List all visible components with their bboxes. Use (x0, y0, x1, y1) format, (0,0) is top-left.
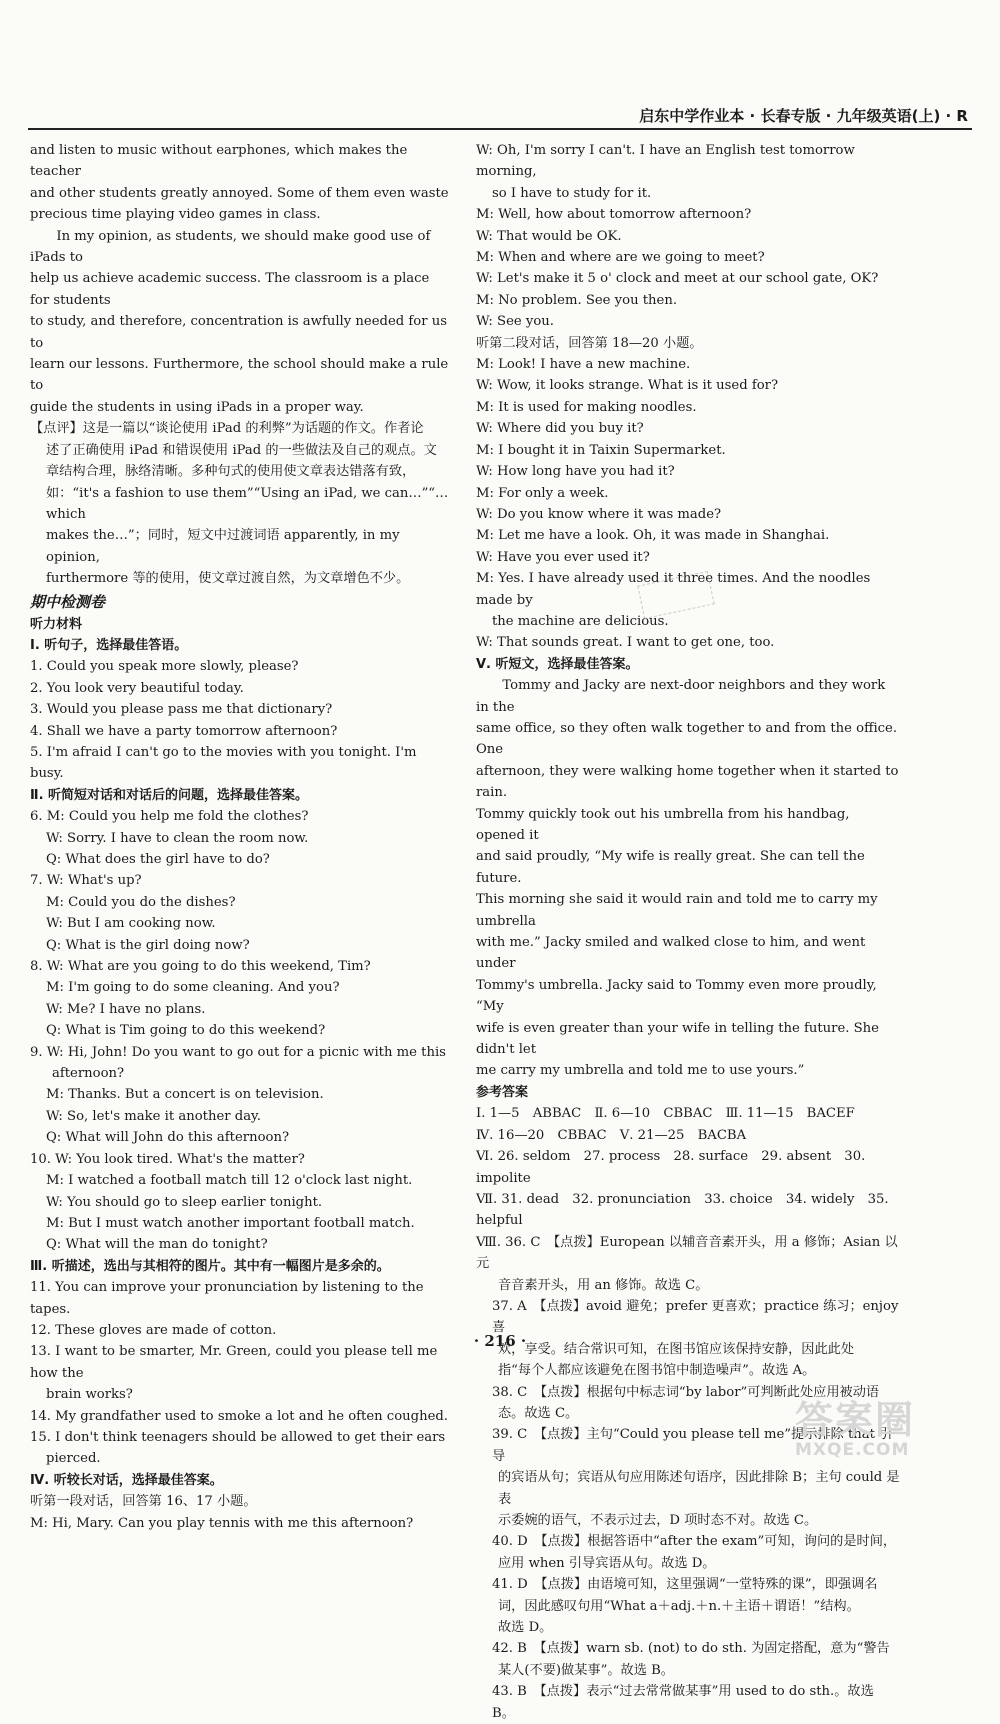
right-line: 听第二段对话，回答第 18—20 小题。 (476, 335, 703, 351)
left-line: 11. You can improve your pronunciation by listening to the tapes. (30, 1280, 424, 1317)
right-line: 词，因此感叹句用“What a＋adj.＋n.＋主语＋谓语！”结构。 (498, 1598, 860, 1614)
right-line: M: I bought it in Taixin Supermarket. (476, 442, 726, 458)
right-line: M: Let me have a look. Oh, it was made in Shanghai. (476, 528, 830, 544)
left-line: M: Hi, Mary. Can you play tennis with me this afternoon? (30, 1515, 414, 1531)
left-line: and listen to music without earphones, which makes the teacher (30, 143, 408, 180)
left-line: guide the students in using iPads in a proper way. (30, 399, 364, 415)
left-line: Q: What is Tim going to do this weekend? (46, 1023, 326, 1039)
right-line: Tommy quickly took out his umbrella from his handbag, opened it (476, 806, 850, 843)
left-line: 9. W: Hi, John! Do you want to go out for a picnic with me this (30, 1044, 446, 1060)
right-line: M: Yes. I have already used it three times. And the noodles made by (476, 571, 871, 608)
right-line: 40. D 【点拨】根据答语中“after the exam”可知，询问的是时间， (492, 1534, 897, 1550)
page-number: · 216 · (473, 1332, 527, 1350)
left-line: Q: What will the man do tonight? (46, 1237, 268, 1253)
right-line: W: That sounds great. I want to get one, too. (476, 635, 775, 651)
right-line: Ⅵ. 26. seldom 27. process 28. surface 29. absent 30. impolite (476, 1149, 866, 1186)
right-line: 38. C 【点拨】根据句中标志词“by labor”可判断此处应用被动语 (492, 1384, 880, 1400)
right-line: W: Wow, it looks strange. What is it used for? (476, 378, 779, 394)
right-line: M: Well, how about tomorrow afternoon? (476, 207, 752, 223)
left-line: 期中检测卷 (30, 592, 106, 611)
left-line: 10. W: You look tired. What's the matter? (30, 1151, 305, 1167)
left-line: makes the…”；同时，短文中过渡词语 apparently, in my opinion, (46, 528, 400, 565)
right-line: 应用 when 引导宾语从句。故选 D。 (498, 1555, 716, 1571)
right-line: me carry my umbrella and told me to use yours.” (476, 1063, 805, 1079)
right-column (476, 140, 900, 1724)
left-line: 5. I'm afraid I can't go to the movies with you tonight. I'm busy. (30, 744, 417, 782)
left-line: W: You should go to sleep earlier tonight. (46, 1194, 323, 1210)
right-line: 某人(不要)做某事”。故选 B。 (498, 1662, 674, 1678)
left-line: 12. These gloves are made of cotton. (30, 1322, 277, 1338)
left-line: 1. Could you speak more slowly, please? (30, 659, 299, 675)
watermark-logo-text: 答案圈 (795, 1398, 916, 1442)
header-title: 启东中学作业本 · 长春专版 · 九年级英语(上) · R (639, 107, 968, 125)
right-line: W: Oh, I'm sorry I can't. I have an English test tomorrow morning, (476, 143, 855, 180)
left-line: 4. Shall we have a party tomorrow afternoon? (30, 723, 338, 739)
left-line: Q: What does the girl have to do? (46, 852, 270, 867)
left-line: 14. My grandfather used to smoke a lot and he often coughed. (30, 1408, 449, 1424)
right-line: Ⅳ. 16—20 CBBAC Ⅴ. 21—25 BACBA (476, 1127, 747, 1143)
left-line: furthermore 等的使用，使文章过渡自然，为文章增色不少。 (46, 571, 410, 587)
right-line: 示委婉的语气，不表示过去，D 项时态不对。故选 C。 (498, 1513, 818, 1528)
right-line: 41. D 【点拨】由语境可知，这里强调“一堂特殊的课”，即强调名 (492, 1577, 878, 1593)
left-line: afternoon? (52, 1066, 125, 1082)
left-line: W: Me? I have no plans. (46, 1001, 206, 1017)
left-line: Ⅱ. 听简短对话和对话后的问题，选择最佳答案。 (30, 787, 309, 803)
right-line: same office, so they often walk together to and from the office. One (476, 720, 898, 758)
left-line: Ⅳ. 听较长对话，选择最佳答案。 (30, 1472, 223, 1488)
right-line: M: No problem. See you then. (476, 292, 678, 308)
right-line: 态。故选 C。 (498, 1405, 579, 1421)
right-line: Tommy and Jacky are next-door neighbors and they work in the (476, 678, 886, 715)
left-line: learn our lessons. Furthermore, the school should make a rule to (30, 357, 449, 394)
right-line: W: See you. (476, 314, 554, 330)
right-line: with me.” Jacky smiled and walked close to him, and went under (476, 935, 866, 972)
right-line: 指“每个人都应该避免在图书馆中制造噪声”。故选 A。 (498, 1363, 816, 1379)
left-line: W: Sorry. I have to clean the room now. (46, 830, 309, 846)
left-line: 听第一段对话，回答第 16、17 小题。 (30, 1494, 257, 1510)
left-line: M: Could you do the dishes? (46, 894, 236, 910)
left-line: Q: What will John do this afternoon? (46, 1130, 290, 1146)
right-line: M: Look! I have a new machine. (476, 357, 691, 373)
left-line: 15. I don't think teenagers should be allowed to get their ears (30, 1429, 446, 1445)
left-line: 3. Would you please pass me that dictionary? (30, 702, 333, 718)
left-line: 章结构合理，脉络清晰。多种句式的使用使文章表达错落有致， (46, 464, 416, 480)
right-line: 音音素开头，用 an 修饰。故选 C。 (498, 1277, 709, 1293)
right-line: W: Let's make it 5 o' clock and meet at our school gate, OK? (476, 271, 879, 287)
right-line: This morning she said it would rain and told me to carry my umbrella (476, 892, 878, 929)
left-line: 13. I want to be smarter, Mr. Green, could you please tell me how the (30, 1344, 438, 1381)
right-line: M: It is used for making noodles. (476, 399, 697, 415)
left-line: and other students greatly annoyed. Some of them even waste (30, 185, 449, 201)
left-line: help us achieve academic success. The classroom is a place for students (30, 271, 430, 308)
left-line: 【点评】这是一篇以“谈论使用 iPad 的利弊”为话题的作文。作者论 (30, 421, 424, 437)
right-line: W: Have you ever used it? (476, 549, 650, 565)
running-header (28, 104, 972, 130)
left-line: Ⅰ. 听句子，选择最佳答语。 (30, 637, 188, 653)
left-line: pierced. (46, 1451, 101, 1467)
right-line: 42. B 【点拨】warn sb. (not) to do sth. 为固定搭配，意为“警告 (492, 1641, 890, 1657)
left-column (30, 140, 450, 1534)
left-line: 如：“it's a fashion to use them”“Using an iPad, we can…”“…which (46, 485, 449, 522)
left-line: M: Thanks. But a concert is on television. (46, 1087, 324, 1103)
watermark-url: MXQE.COM (795, 1440, 910, 1460)
right-line: 的宾语从句；宾语从句应用陈述句语序，因此排除 B；主句 could 是表 (498, 1470, 900, 1507)
site-watermark (795, 1400, 995, 1470)
right-line: 参考答案 (476, 1084, 529, 1100)
right-line: Ⅴ. 听短文，选择最佳答案。 (476, 656, 639, 672)
left-line: M: I'm going to do some cleaning. And you? (46, 980, 340, 996)
left-line: 8. W: What are you going to do this weekend, Tim? (30, 959, 371, 975)
right-line: 故选 D。 (498, 1620, 553, 1636)
left-line: brain works? (46, 1387, 133, 1403)
right-line: W: Where did you buy it? (476, 421, 644, 437)
right-line: 39. C 【点拨】主句“Could you please tell me”提示排除 that 引导 (492, 1427, 893, 1464)
right-line: 37. A 【点拨】avoid 避免；prefer 更喜欢；practice 练习；enjoy 喜 (492, 1298, 899, 1336)
left-line: 2. You look very beautiful today. (30, 680, 244, 696)
right-line: W: Do you know where it was made? (476, 506, 722, 522)
left-line: W: So, let's make it another day. (46, 1108, 261, 1124)
left-line: 6. M: Could you help me fold the clothes? (30, 809, 309, 825)
right-line: Ⅷ. 36. C 【点拨】European 以辅音音素开头，用 a 修饰；Asian 以元 (476, 1234, 898, 1272)
right-line: 43. B 【点拨】表示“过去常常做某事”用 used to do sth.。故选 B。 (492, 1684, 874, 1721)
left-line: 述了正确使用 iPad 和错误使用 iPad 的一些做法及自己的观点。文 (46, 442, 437, 458)
right-line: 欢，享受。结合常识可知，在图书馆应该保持安静，因此此处 (498, 1341, 855, 1357)
right-line: M: When and where are we going to meet? (476, 250, 765, 266)
right-line: W: That would be OK. (476, 228, 622, 244)
left-line: M: I watched a football match till 12 o'clock last night. (46, 1173, 413, 1189)
left-line: W: But I am cooking now. (46, 916, 216, 932)
left-line: Ⅲ. 听描述，选出与其相符的图片。其中有一幅图片是多余的。 (30, 1258, 390, 1274)
right-line: Ⅰ. 1—5 ABBAC Ⅱ. 6—10 CBBAC Ⅲ. 11—15 BACEF (476, 1106, 855, 1122)
right-line: Tommy's umbrella. Jacky said to Tommy even more proudly, “My (476, 977, 877, 1015)
left-line: M: But I must watch another important football match. (46, 1215, 415, 1231)
right-line: Ⅶ. 31. dead 32. pronunciation 33. choice 34. widely 35. helpful (476, 1191, 889, 1229)
left-line: In my opinion, as students, we should make good use of iPads to (30, 228, 431, 266)
left-line: Q: What is the girl doing now? (46, 937, 250, 953)
left-line: 7. W: What's up? (30, 873, 142, 889)
right-line: afternoon, they were walking home together when it started to rain. (476, 763, 899, 801)
right-line: wife is even greater than your wife in telling the future. She didn't let (476, 1020, 879, 1058)
right-line: the machine are delicious. (492, 613, 669, 629)
left-line: precious time playing video games in class. (30, 207, 321, 223)
right-line: W: How long have you had it? (476, 464, 675, 480)
right-line: so I have to study for it. (492, 185, 652, 201)
right-line: and said proudly, “My wife is really great. She can tell the future. (476, 849, 865, 886)
left-line: 听力材料 (30, 616, 83, 632)
right-line: M: For only a week. (476, 485, 609, 501)
left-line: to study, and therefore, concentration is awfully needed for us to (30, 314, 447, 351)
